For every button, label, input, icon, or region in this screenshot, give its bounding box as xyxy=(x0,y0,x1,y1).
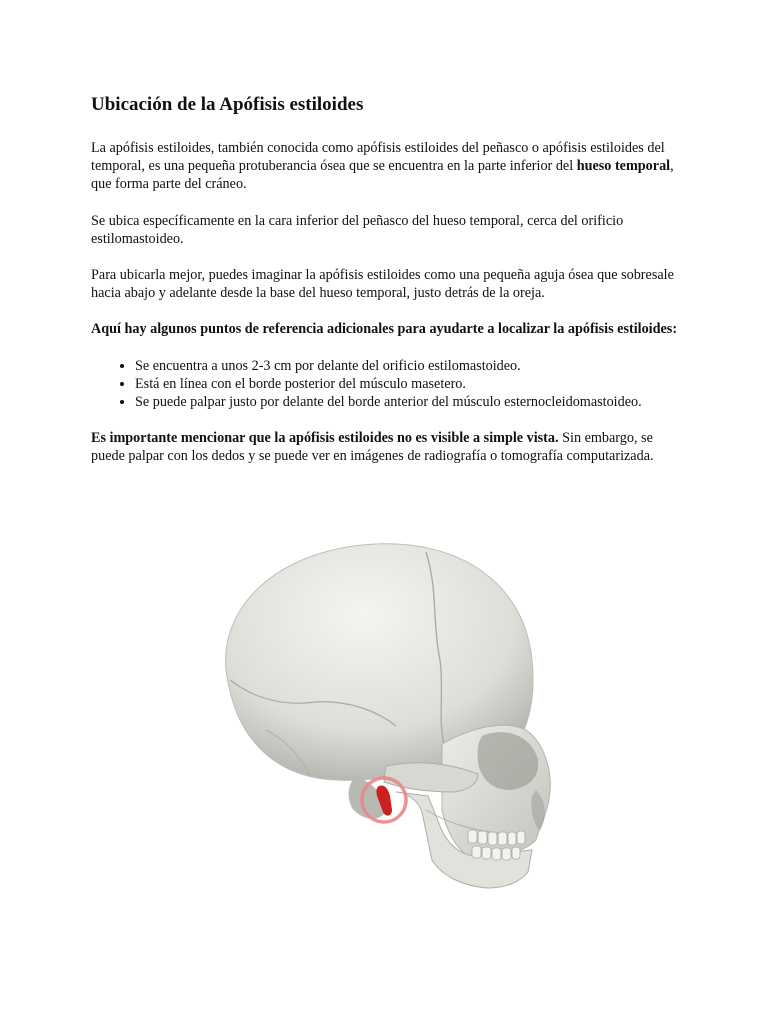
skull-icon xyxy=(206,530,578,914)
intro-text-after: , que forma parte del cráneo. xyxy=(91,158,674,193)
visibility-text: Sin embargo, se puede palpar con los dedos y se puede ver en imágenes de radiografía o tomografía computarizada. xyxy=(91,430,654,465)
paragraph-references-heading xyxy=(91,320,683,338)
paragraph-description: Para ubicarla mejor, puedes imaginar la apófisis estiloides como una pequeña aguja ósea que sobresale hacia abajo y adelante desde la base del hueso temporal, justo detrás de la oreja. xyxy=(91,267,674,302)
references-heading: Aquí hay algunos puntos de referencia adicionales para ayudarte a localizar la apófisis estiloides: xyxy=(91,321,678,338)
list-item: • Se encuentra a unos 2-3 cm por delante del orificio estilomastoideo. xyxy=(135,357,683,375)
document-page xyxy=(91,93,683,484)
intro-bold-term: hueso temporal xyxy=(576,158,671,175)
paragraph-visibility xyxy=(91,429,683,465)
list-item: • Se puede palpar justo por delante del borde anterior del músculo esternocleidomastoideo. xyxy=(135,393,683,411)
list-item: • Está en línea con el borde posterior del músculo masetero. xyxy=(135,375,683,393)
reference-list xyxy=(91,357,683,412)
visibility-bold: Es importante mencionar que la apófisis estiloides no es visible a simple vista. xyxy=(91,430,559,447)
intro-text-before: La apófisis estiloides, también conocida como apófisis estiloides del peñasco o apófisis estiloides del temporal, es una pequeña protuberancia ósea que se encuentra en la parte inferior del xyxy=(91,140,665,175)
skull-illustration xyxy=(206,530,578,914)
paragraph-location: Se ubica específicamente en la cara inferior del peñasco del hueso temporal, cerca del orificio estilomastoideo. xyxy=(91,212,624,247)
page-title: Ubicación de la Apófisis estiloides xyxy=(91,94,364,115)
paragraph-intro xyxy=(91,139,683,194)
